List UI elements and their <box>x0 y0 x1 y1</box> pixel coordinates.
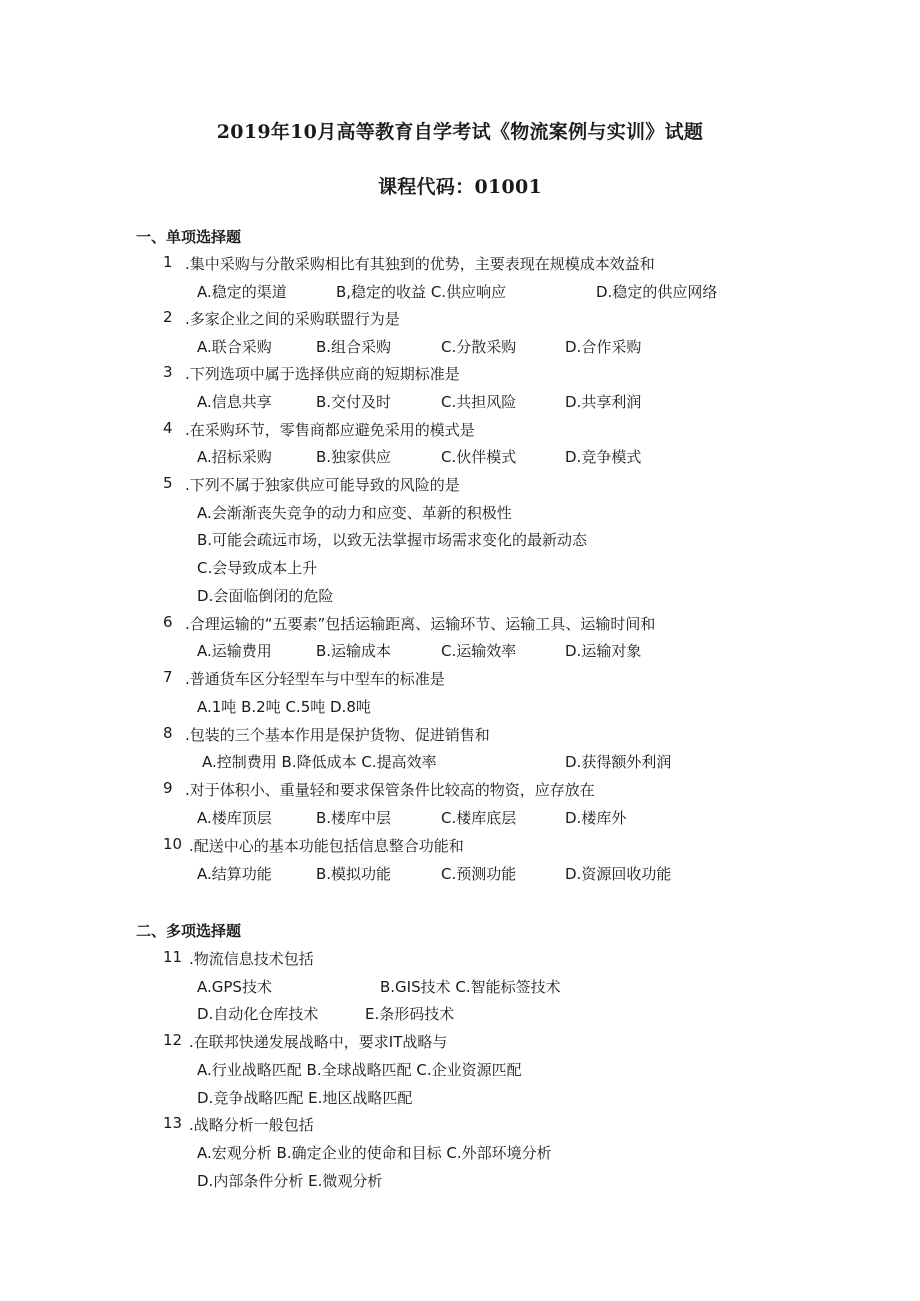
option-b: B.交付及时 <box>316 393 392 411</box>
question-text: .集中采购与分散采购相比有其独到的优势，主要表现在规模成本效益和 <box>185 255 655 273</box>
option-a: A.运输费用 <box>197 642 272 660</box>
option-c: C.运输效率 <box>441 642 517 660</box>
exam-title: 2019年10月高等教育自学考试《物流案例与实训》试题 <box>216 121 704 143</box>
option-a: A.GPS技术 <box>197 978 272 996</box>
question-text: .普通货车区分轻型车与中型车的标准是 <box>185 670 445 688</box>
question-number: 1 <box>163 253 173 271</box>
question-number: 9 <box>163 779 173 797</box>
question-text: .物流信息技术包括 <box>189 950 314 968</box>
option-c: C.伙伴模式 <box>441 448 517 466</box>
option-c: C.会导致成本上升 <box>197 559 318 577</box>
question-text: .下列不属于独家供应可能导致的风险的是 <box>185 476 460 494</box>
question-number: 10 <box>163 835 183 853</box>
question-number: 7 <box>163 668 173 686</box>
question-number: 12 <box>163 1031 183 1049</box>
option-d: D.资源回收功能 <box>565 865 672 883</box>
option-b: B.可能会疏远市场，以致无法掌握市场需求变化的最新动态 <box>197 531 588 549</box>
option-de: D.内部条件分析 E.微观分析 <box>197 1172 383 1190</box>
question-number: 6 <box>163 613 173 631</box>
question-number: 5 <box>163 474 173 492</box>
question-text: .多家企业之间的采购联盟行为是 <box>185 310 400 328</box>
option-b: B.组合采购 <box>316 338 392 356</box>
option-a: A.稳定的渠道 <box>197 283 287 301</box>
option-b: B.楼库中层 <box>316 809 392 827</box>
option-c: C.楼库底层 <box>441 809 517 827</box>
option-d: D.运输对象 <box>565 642 642 660</box>
option-b: B,稳定的收益 C.供应响应 <box>336 283 507 301</box>
option-b: B.模拟功能 <box>316 865 392 883</box>
question-number: 4 <box>163 419 173 437</box>
question-number: 3 <box>163 363 173 381</box>
option-c: C.共担风险 <box>441 393 517 411</box>
question-text: .在采购环节，零售商都应避免采用的模式是 <box>185 421 475 439</box>
option-bc: B.GIS技术 C.智能标签技术 <box>380 978 561 996</box>
option-d: D.获得额外利润 <box>565 753 672 771</box>
option-de: D.竞争战略匹配 E.地区战略匹配 <box>197 1089 413 1107</box>
option-c: C.分散采购 <box>441 338 517 356</box>
question-text: .下列选项中属于选择供应商的短期标准是 <box>185 365 460 383</box>
option-d: D.自动化仓库技术 <box>197 1005 319 1023</box>
option-c: C.预测功能 <box>441 865 517 883</box>
option-d: D.共享利润 <box>565 393 642 411</box>
question-number: 2 <box>163 308 173 326</box>
question-text: .在联邦快递发展战略中，要求IT战略与 <box>189 1033 448 1051</box>
option-b: B.独家供应 <box>316 448 392 466</box>
question-text: .包装的三个基本作用是保护货物、促进销售和 <box>185 726 490 744</box>
option-d: D.楼库外 <box>565 809 627 827</box>
section-heading-single-choice: 一、单项选择题 <box>136 228 242 246</box>
option-d: D.合作采购 <box>565 338 642 356</box>
option-d: D.稳定的供应网络 <box>596 283 718 301</box>
option-a: A.信息共享 <box>197 393 272 411</box>
question-text: .配送中心的基本功能包括信息整合功能和 <box>189 837 464 855</box>
option-e: E.条形码技术 <box>365 1005 455 1023</box>
option-abc: A.宏观分析 B.确定企业的使命和目标 C.外部环境分析 <box>197 1144 552 1162</box>
question-text: .对于体积小、重量轻和要求保管条件比较高的物资，应存放在 <box>185 781 595 799</box>
option-a: A.结算功能 <box>197 865 272 883</box>
question-text: .战略分析一般包括 <box>189 1116 314 1134</box>
question-number: 11 <box>163 948 183 966</box>
option-line: A.1吨 B.2吨 C.5吨 D.8吨 <box>197 698 371 716</box>
question-number: 8 <box>163 724 173 742</box>
option-a: A.招标采购 <box>197 448 272 466</box>
question-text: .合理运输的“五要素”包括运输距离、运输环节、运输工具、运输时间和 <box>185 615 656 633</box>
option-d: D.竞争模式 <box>565 448 642 466</box>
option-d: D.会面临倒闭的危险 <box>197 587 334 605</box>
option-abc: A.行业战略匹配 B.全球战略匹配 C.企业资源匹配 <box>197 1061 522 1079</box>
section-heading-multiple-choice: 二、多项选择题 <box>136 922 242 940</box>
option-a: A.联合采购 <box>197 338 272 356</box>
question-number: 13 <box>163 1114 183 1132</box>
option-b: B.运输成本 <box>316 642 392 660</box>
option-a: A.楼库顶层 <box>197 809 272 827</box>
course-code: 课程代码：01001 <box>377 176 543 198</box>
option-a: A.会渐渐丧失竞争的动力和应变、革新的积极性 <box>197 504 512 522</box>
option-abc: A.控制费用 B.降低成本 C.提高效率 <box>202 753 437 771</box>
